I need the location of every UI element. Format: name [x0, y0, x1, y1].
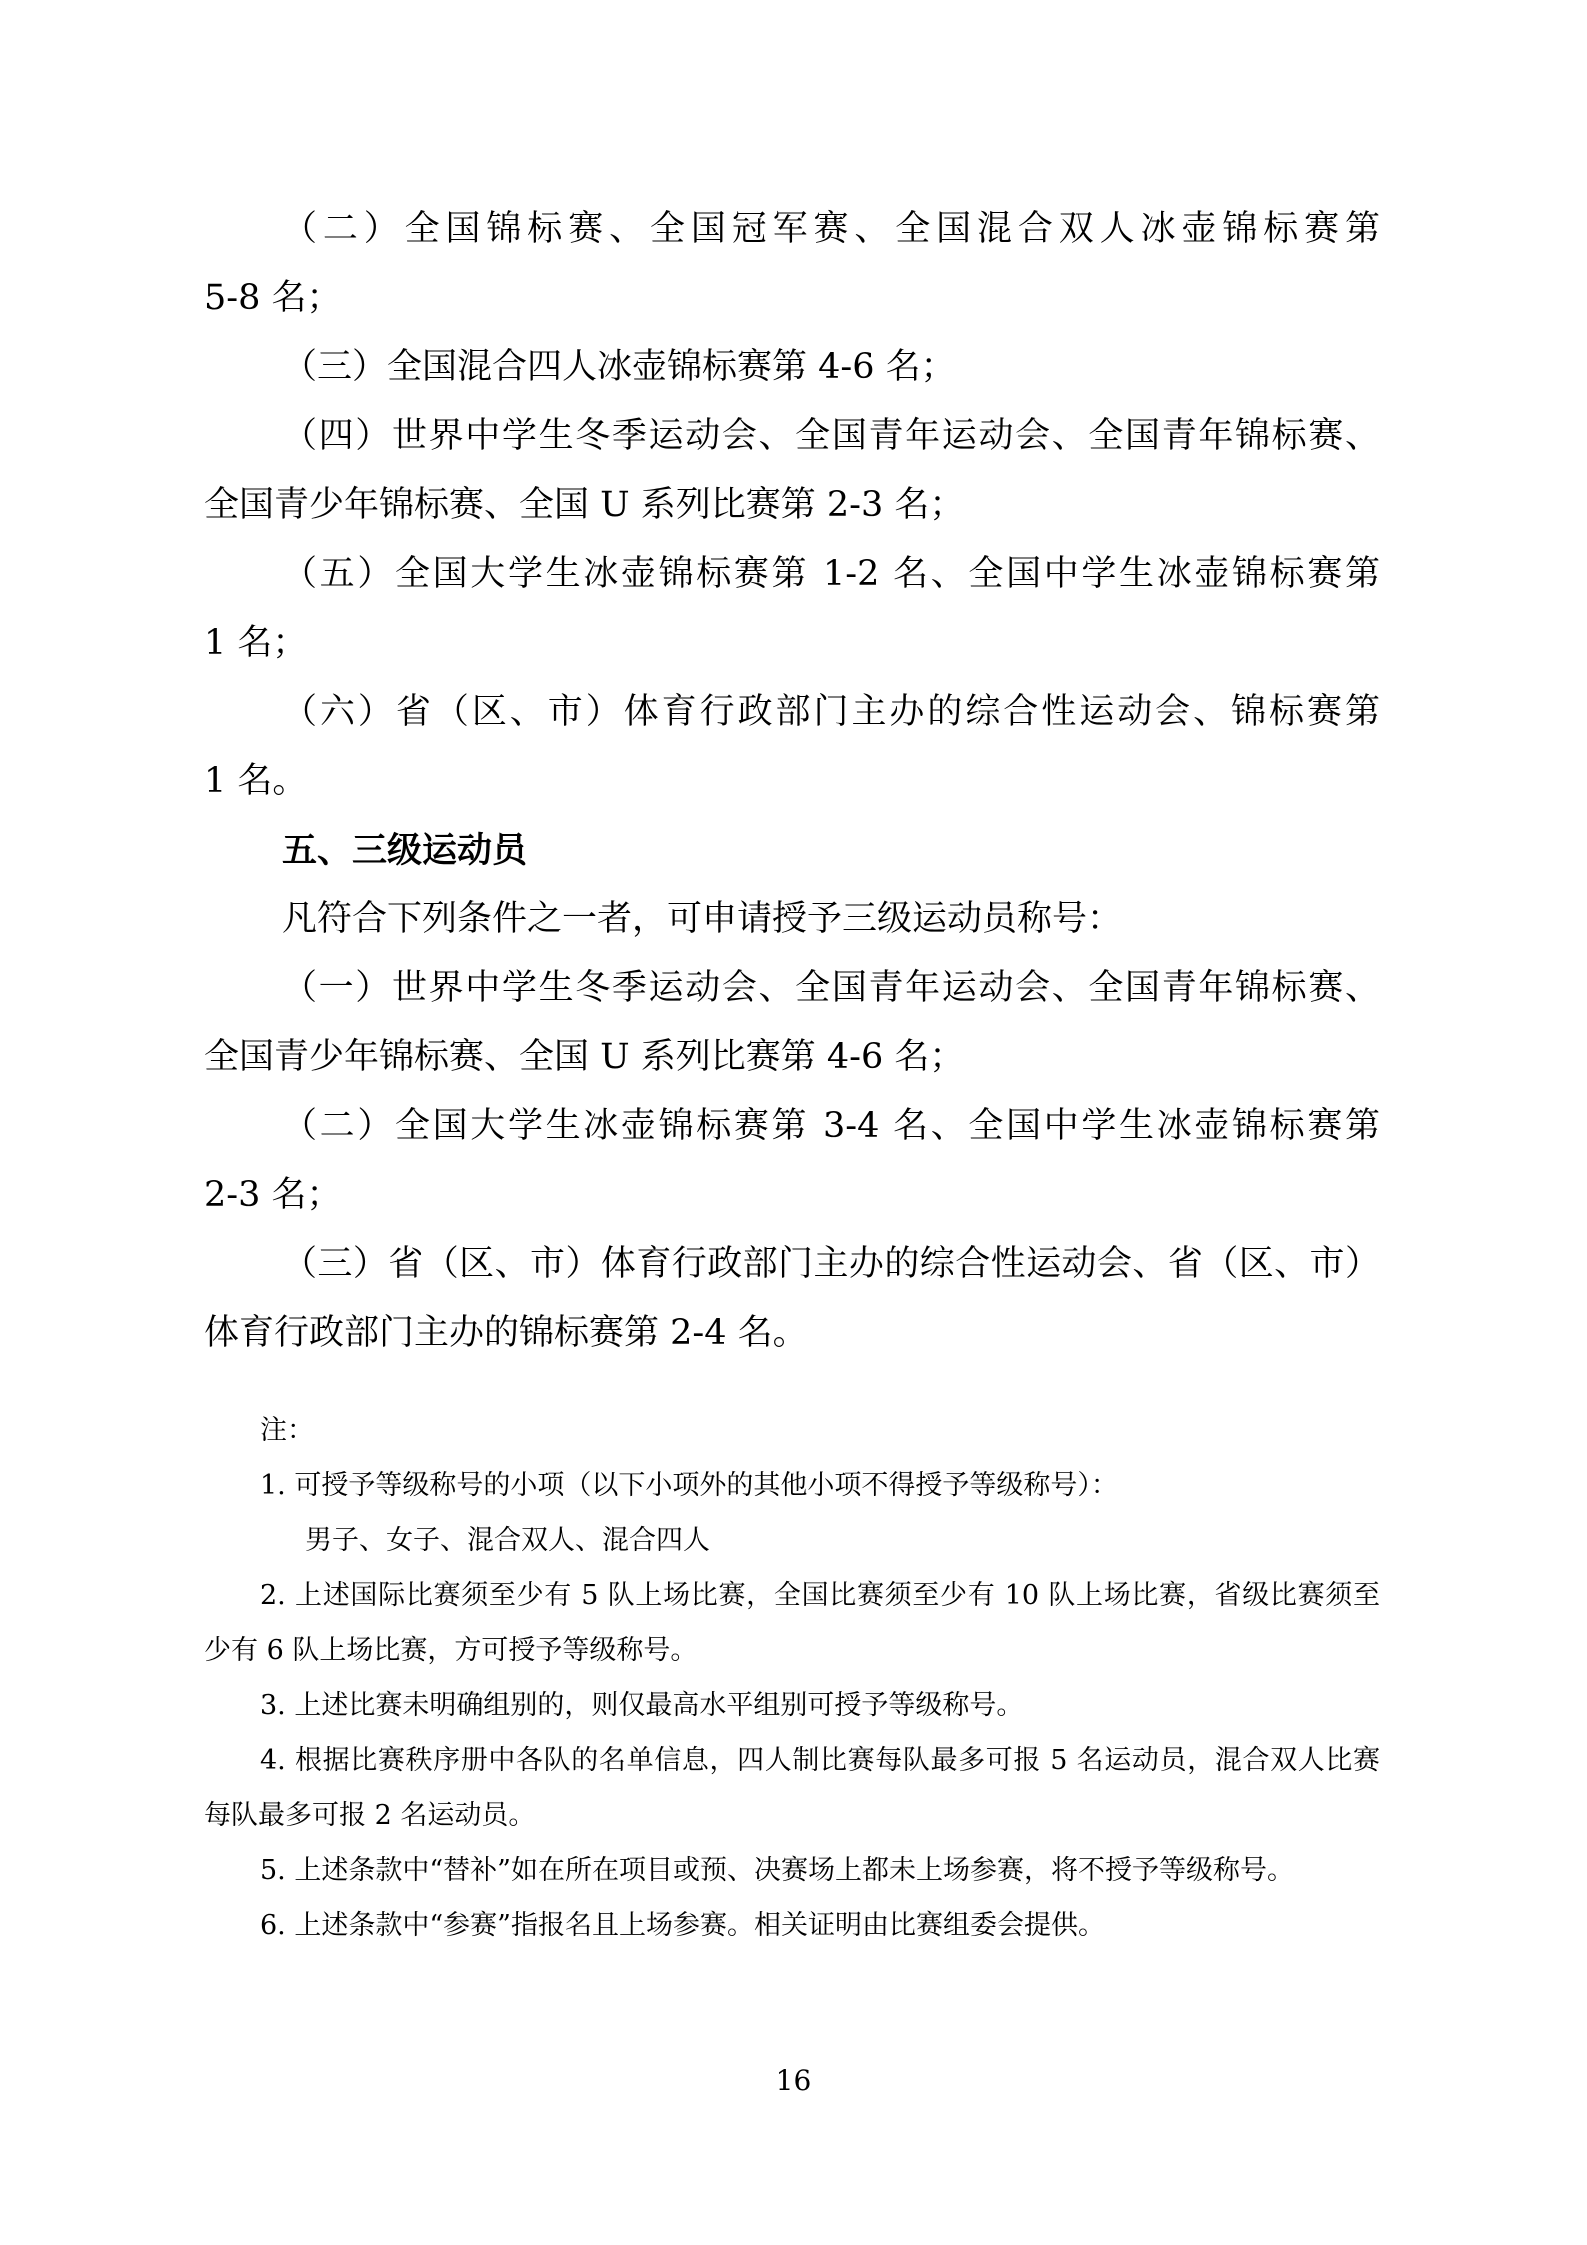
text-line: （三）全国混合四人冰壶锦标赛第 4-6 名；	[282, 347, 956, 387]
text-line: （二）全国锦标赛、全国冠军赛、全国混合双人冰壶锦标赛第	[282, 209, 1380, 249]
text-line: 全国青少年锦标赛、全国 U 系列比赛第 4-6 名；	[204, 1037, 965, 1077]
notes-section	[204, 1403, 1380, 1953]
text-line: （三）省（区、市）体育行政部门主办的综合性运动会、省（区、市）	[282, 1244, 1380, 1284]
note-item	[204, 1458, 1380, 1568]
note-line: 2. 上述国际比赛须至少有 5 队上场比赛，全国比赛须至少有 10 队上场比赛，省级比赛须至	[260, 1580, 1380, 1611]
text-line: 1 名。	[204, 761, 308, 801]
note-line: 1. 可授予等级称号的小项（以下小项外的其他小项不得授予等级称号）：	[260, 1470, 1118, 1501]
note-line: 3. 上述比赛未明确组别的，则仅最高水平组别可授予等级称号。	[260, 1690, 1024, 1721]
section-intro: 凡符合下列条件之一者，可申请授予三级运动员称号：	[282, 899, 1123, 939]
notes-label: 注：	[260, 1415, 314, 1446]
criteria-item	[204, 333, 1380, 402]
text-line: （六）省（区、市）体育行政部门主办的综合性运动会、锦标赛第	[282, 692, 1380, 732]
note-item	[204, 1898, 1380, 1953]
note-item	[204, 1843, 1380, 1898]
note-item	[204, 1733, 1380, 1843]
note-subline: 男子、女子、混合双人、混合四人	[305, 1525, 710, 1556]
criteria-item	[204, 402, 1380, 540]
section-heading: 五、三级运动员	[282, 830, 528, 871]
criteria-item	[204, 540, 1380, 678]
note-line: 少有 6 队上场比赛，方可授予等级称号。	[204, 1635, 698, 1666]
body-text	[204, 195, 1380, 1368]
criteria-item	[204, 954, 1380, 1092]
text-line: 1 名；	[204, 623, 308, 663]
note-line: 6. 上述条款中“参赛”指报名且上场参赛。相关证明由比赛组委会提供。	[260, 1910, 1105, 1941]
text-line: 5-8 名；	[204, 278, 342, 318]
criteria-item	[204, 678, 1380, 816]
note-line: 4. 根据比赛秩序册中各队的名单信息，四人制比赛每队最多可报 5 名运动员，混合双人比赛	[260, 1745, 1380, 1776]
note-line: 5. 上述条款中“替补”如在所在项目或预、决赛场上都未上场参赛，将不授予等级称号。	[260, 1855, 1294, 1886]
text-line: （五）全国大学生冰壶锦标赛第 1-2 名、全国中学生冰壶锦标赛第	[282, 554, 1380, 594]
note-item	[204, 1678, 1380, 1733]
criteria-item	[204, 195, 1380, 333]
text-line: （四）世界中学生冬季运动会、全国青年运动会、全国青年锦标赛、	[282, 416, 1380, 456]
text-line: （一）世界中学生冬季运动会、全国青年运动会、全国青年锦标赛、	[282, 968, 1380, 1008]
text-line: 全国青少年锦标赛、全国 U 系列比赛第 2-3 名；	[204, 485, 965, 525]
criteria-item	[204, 1092, 1380, 1230]
note-line: 每队最多可报 2 名运动员。	[204, 1800, 536, 1831]
text-line: 体育行政部门主办的锦标赛第 2-4 名。	[204, 1313, 808, 1353]
note-item	[204, 1568, 1380, 1678]
criteria-item	[204, 1230, 1380, 1368]
text-line: （二）全国大学生冰壶锦标赛第 3-4 名、全国中学生冰壶锦标赛第	[282, 1106, 1380, 1146]
text-line: 2-3 名；	[204, 1175, 342, 1215]
page-number: 16	[775, 2064, 812, 2097]
